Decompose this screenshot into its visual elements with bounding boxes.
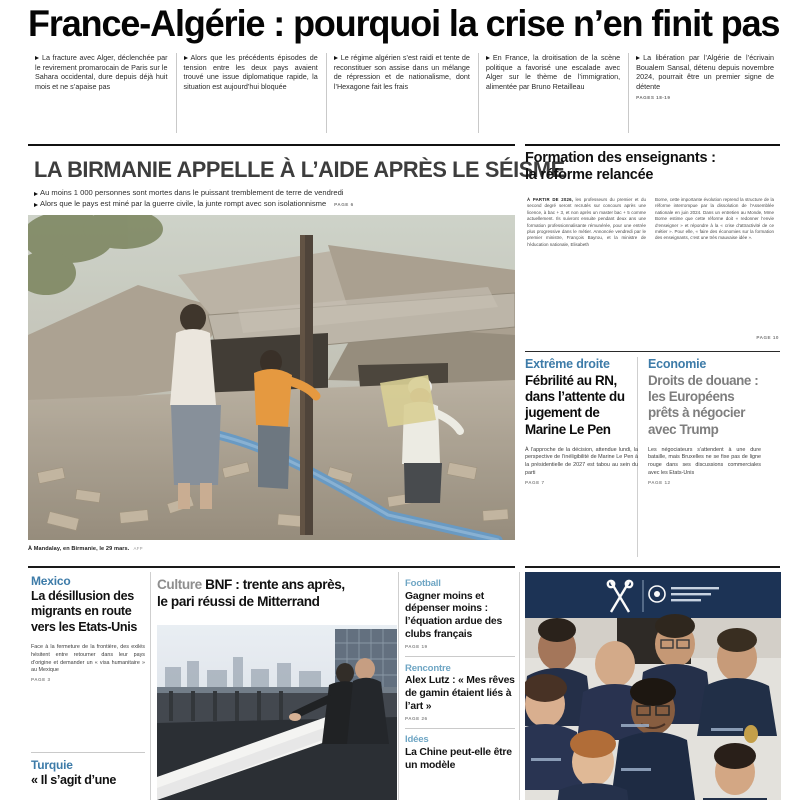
- duo-stories: [525, 357, 782, 485]
- enseignants-page-ref[interactable]: PAGE 10: [756, 334, 779, 340]
- football-headline: Gagner moins et dépenser moins : l’équation ardue des clubs français: [405, 590, 503, 640]
- lead-bullet-4: [478, 53, 628, 133]
- culture-bnf-photo: [157, 625, 397, 800]
- lead-bullet-2-text: Alors que les précédents épisodes de tension entre les deux pays avaient trouvé une issue diplomatique rapide, la situation est aujourd’hui bloquée: [183, 53, 318, 91]
- photo-credit: AFP: [133, 546, 143, 551]
- rencontre-kicker: Rencontre: [405, 662, 451, 674]
- idees-headline: La Chine peut-elle être un modèle: [405, 746, 512, 771]
- economie-body: Les négociateurs s’attendent à une dure bataille, mais Bruxelles ne se fixe pas de ligne rouge dans ses discussions commerciales avec les Etats-Unis: [648, 446, 761, 476]
- culture-headline-rest: BNF : trente ans après,: [205, 577, 345, 592]
- enseignants-headline: [525, 150, 775, 184]
- arrow-bullet-icon: [334, 55, 339, 60]
- bottom-right-group-photo: [525, 572, 781, 800]
- story-culture[interactable]: [157, 576, 395, 610]
- economie-headline: Droits de douane : les Européens prêts à négocier avec Trump: [648, 373, 759, 437]
- lead-bullet-1-text: La fracture avec Alger, déclenchée par le revirement promarocain de Paris sur le Sahara occidental, dure depuis déjà huit mois et ne s’apaise pas: [35, 53, 168, 91]
- earthquake-rubble-illustration: [28, 215, 515, 540]
- lead-bullet-columns: [28, 53, 782, 133]
- economie-kicker: Economie: [648, 357, 707, 371]
- enseignants-body-col-2: [655, 197, 779, 340]
- lead-bullet-3-text: Le régime algérien s’est raidi et tente de reconstituer son assise dans un mélange de répression et de nationalisme, dont l’Hexagone fait les frais: [333, 53, 470, 91]
- birmanie-sub-1: [34, 187, 520, 198]
- turquie-headline: « Il s’agit d’une: [31, 773, 117, 787]
- enseignants-lede: À PARTIR DE 2026,: [527, 197, 574, 202]
- birmanie-sub-1-text: Au moins 1 000 personnes sont mortes dans le puissant tremblement de terre de vendredi: [40, 188, 344, 197]
- enseignants-body-2: Borne, cette importante évolution reprend la structure de la réforme interrompue par la dissolution de l’Assemblée nationale en juin 2024. Dans un entretien au Monde, Mme Borne estime que cette réforme doit « redonner l’envie d’enseigner » et répondre à la « crise d’attractivité de ce métier ». Pour elle, « faire des économies sur la formation des enseignants, c’est une très mauvaise idée ».: [655, 197, 774, 241]
- lead-bullet-5-page-ref[interactable]: PAGES 18-19: [636, 95, 671, 101]
- extreme-droite-kicker: Extrême droite: [525, 357, 610, 371]
- arrow-bullet-icon: [636, 55, 641, 60]
- birmanie-sub-2-text: Alors que le pays est miné par la guerre civile, la junte rompt avec son isolationnisme: [40, 199, 327, 208]
- birmanie-page-ref[interactable]: PAGE 6: [334, 202, 354, 207]
- extreme-droite-page-ref[interactable]: PAGE 7: [525, 480, 545, 486]
- story-turquie[interactable]: [31, 758, 149, 788]
- lead-bullet-3: [326, 53, 478, 133]
- bottom-divider-1: [150, 572, 151, 800]
- mexico-kicker: Mexico: [31, 574, 71, 588]
- economie-page-ref[interactable]: PAGE 12: [648, 480, 671, 486]
- lead-story-header: [28, 0, 780, 48]
- rencontre-page-ref[interactable]: PAGE 26: [405, 715, 428, 721]
- enseignants-body-1: les professeurs du premier et du second degré seront recrutés sur concours après une licence, à bac + 3, et non après un master bac + 5 comme actuellement. Ils suivront ensuite pendant deux ans une formation professionnalisante rémunérée, pour une entrée plus progressive dans le métier. Annoncée vendredi par le premier ministre, François Bayrou, et la ministre de l’éducation nationale, Elisabeth: [527, 197, 646, 247]
- birmanie-sub-2: [34, 198, 520, 210]
- story-football[interactable]: [405, 578, 515, 649]
- bottom-right-rule: [525, 566, 780, 568]
- birmanie-top-rule: [28, 144, 515, 146]
- lead-bullet-5-text: La libération par l’Algérie de l’écrivain Boualem Sansal, détenu depuis novembre 2024, pourrait être un premier signe de détente: [636, 53, 774, 91]
- duo-top-rule: [525, 351, 780, 352]
- extreme-droite-body: À l’approche de la décision, attendue lundi, la perspective de l’inéligibilité de Marine Le Pen à la présidentielle de 2027 est tabou au sein du parti: [525, 446, 638, 476]
- caption-text: À Mandalay, en Birmanie, le 29 mars.: [28, 546, 130, 552]
- lead-bullet-1: [28, 53, 176, 133]
- story-extreme-droite[interactable]: [525, 357, 638, 485]
- bottom-briefs-column: [405, 578, 515, 773]
- enseignants-headline-line1: Formation des enseignants :: [525, 150, 716, 166]
- enseignants-body-columns: [527, 197, 781, 340]
- arrow-bullet-icon: [486, 55, 491, 60]
- mexico-body: Face à la fermeture de la frontière, des exilés hésitent entre retourner dans leur pays d’origine et demander un « visa humanitaire » au Mexique: [31, 644, 145, 674]
- enseignants-story: [525, 150, 782, 184]
- lead-bullet-2: [176, 53, 326, 133]
- lead-headline: France-Algérie : pourquoi la crise n’en finit pas: [28, 3, 780, 44]
- group-portrait-illustration: [525, 572, 781, 800]
- idees-kicker: Idées: [405, 734, 429, 746]
- birmanie-headline: LA BIRMANIE APPELLE À L’AIDE APRÈS LE SÉISME: [34, 157, 565, 182]
- arrow-bullet-icon: [35, 55, 40, 60]
- bottom-divider-2: [398, 572, 399, 800]
- briefs-divider-2: [405, 728, 515, 729]
- enseignants-top-rule: [525, 144, 780, 146]
- football-kicker: Football: [405, 578, 441, 589]
- birmanie-subheads: [34, 187, 520, 210]
- mexico-page-ref[interactable]: PAGE 3: [31, 677, 51, 683]
- bottom-left-rule: [28, 566, 515, 568]
- story-mexico[interactable]: [31, 574, 145, 682]
- birmanie-earthquake-photo: [28, 215, 515, 540]
- story-economie[interactable]: [648, 357, 761, 485]
- lead-bullet-4-text: En France, la droitisation de la scène politique a favorisé une escalade avec Alger sur le thème de l’immigration, alimentée par Bruno Retailleau: [485, 53, 621, 91]
- enseignants-body-col-1: [527, 197, 646, 337]
- rencontre-headline: Alex Lutz : « Mes rêves de gamin étaient liés à l’art »: [405, 675, 515, 712]
- birmanie-photo-caption: [28, 546, 515, 552]
- extreme-droite-headline: Fébrilité au RN, dans l’attente du jugement de Marine Le Pen: [525, 373, 625, 437]
- arrow-bullet-icon: [184, 55, 189, 60]
- briefs-divider-1: [405, 656, 515, 657]
- enseignants-headline-line2: la réforme relancée: [525, 167, 654, 183]
- mexico-bottom-rule: [31, 752, 145, 753]
- football-page-ref[interactable]: PAGE 19: [405, 643, 428, 649]
- culture-kicker: Culture: [157, 577, 202, 592]
- mexico-headline: La désillusion des migrants en route vers les Etats-Unis: [31, 589, 138, 634]
- culture-headline-line1: [157, 576, 395, 593]
- turquie-kicker: Turquie: [31, 758, 73, 772]
- lead-bullet-5: [628, 53, 782, 133]
- story-idees[interactable]: [405, 734, 515, 772]
- bottom-divider-3: [519, 572, 520, 800]
- bnf-rooftop-illustration: [157, 625, 397, 800]
- culture-headline-line2: le pari réussi de Mitterrand: [157, 594, 320, 609]
- story-rencontre[interactable]: [405, 663, 515, 721]
